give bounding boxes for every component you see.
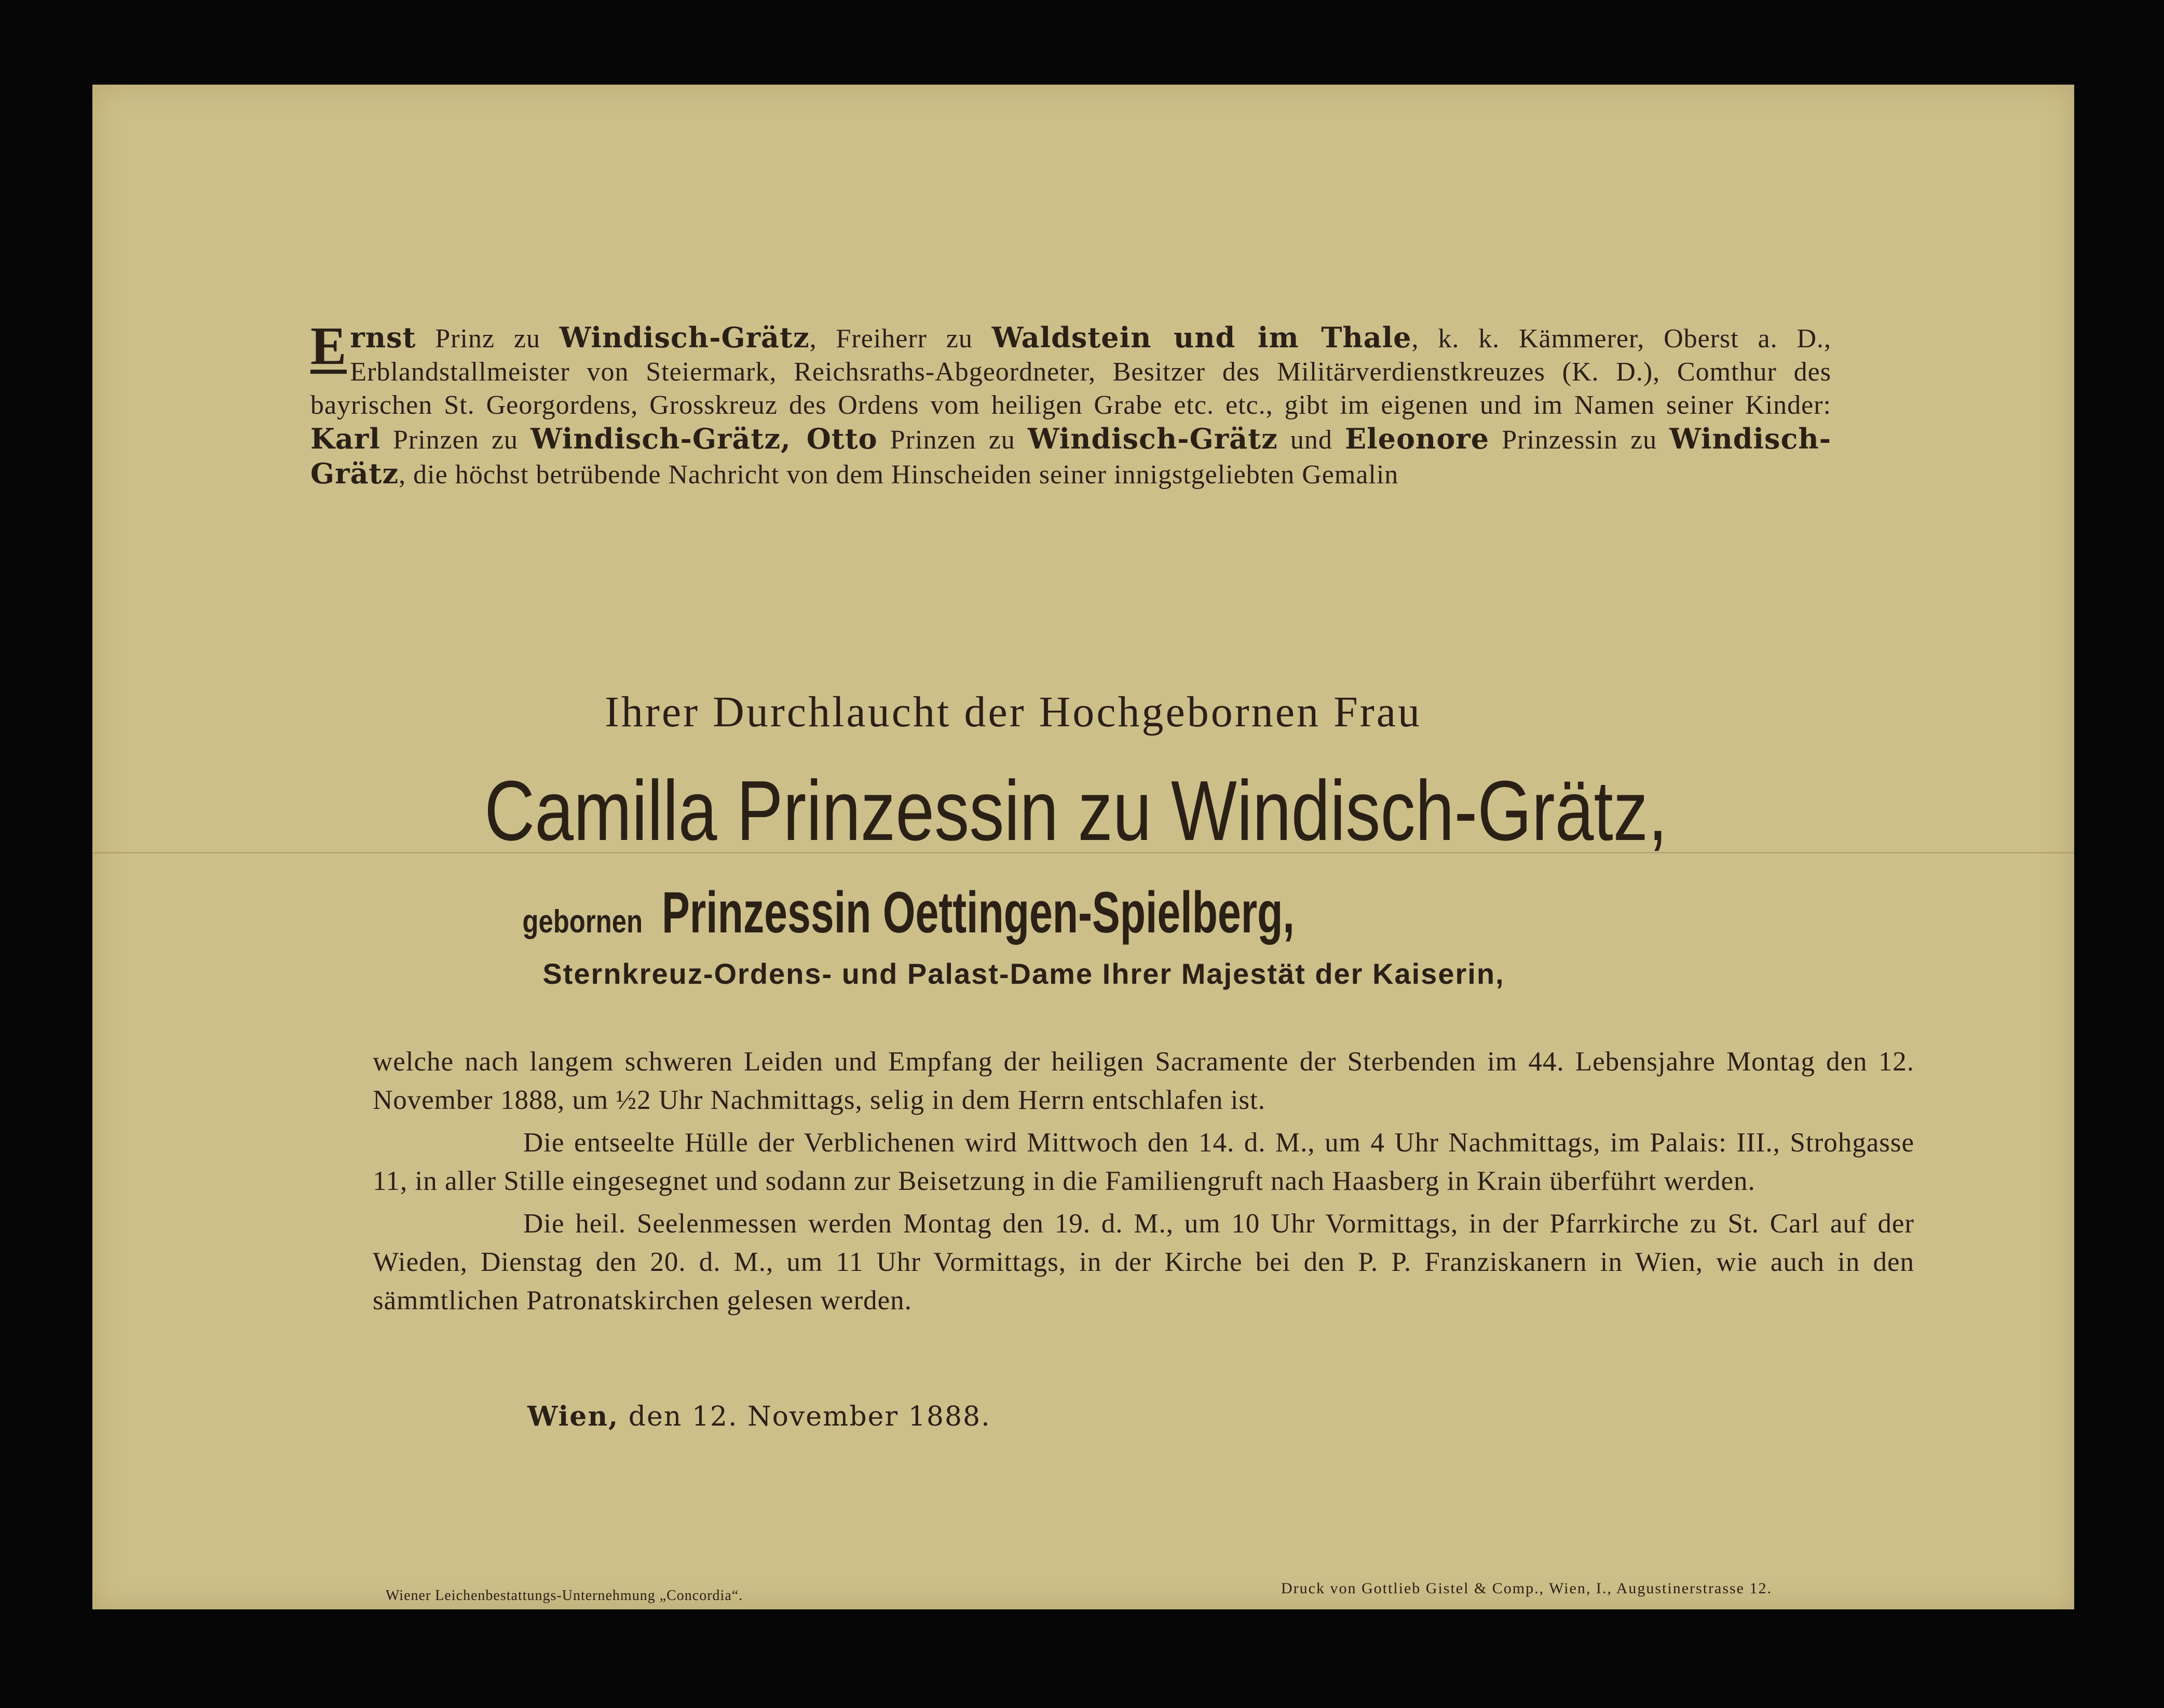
intro-text-run: und bbox=[1277, 425, 1345, 455]
drop-cap: E bbox=[310, 316, 347, 376]
footer-undertaker: Wiener Leichenbestattungs-Unternehmung „Concordia“. bbox=[386, 1588, 743, 1604]
paragraph-death: welche nach langem schweren Leiden und Empfang der heiligen Sacramente der Sterbenden im 44. Lebensjahre Montag den 12. November 1888, um ½2 Uhr Nachmittags, selig in dem Herrn entschlafen ist. bbox=[373, 1047, 1914, 1115]
born-name: Prinzessin Oettingen-Spielberg, bbox=[662, 880, 1295, 945]
intro-text-run: , k. k. Kämmerer, Oberst a. D., Erblandstallmeister von Steiermark, Reichsraths-Abgeordneter, Besitzer des Militärverdienstkreuzes (K. D.), Comthur des bayrischen St. Georgordens, Grosskreuz des Ordens vom heiligen Grabe etc. etc., gibt im eigenen und im Namen seiner Kinder: bbox=[310, 324, 1832, 420]
paragraph-masses: Die heil. Seelenmessen werden Montag den 19. d. M., um 10 Uhr Vormittags, in der Pfarrkirche zu St. Carl auf der Wieden, Dienstag den 20. d. M., um 11 Uhr Vormittags, in der Kirche bei den P. P. Franziskanern in Wien, wie auch in den sämmtlichen Patronatskirchen gelesen werden. bbox=[373, 1209, 1914, 1316]
intro-text bbox=[310, 316, 1832, 490]
death-notice-sheet bbox=[92, 85, 2074, 1609]
footer-printer: Druck von Gottlieb Gistel & Comp., Wien, I., Augustinerstrasse 12. bbox=[1281, 1580, 1772, 1597]
intro-text-run: Prinzen zu bbox=[877, 425, 1028, 455]
intro-bold-name: rnst bbox=[350, 321, 416, 354]
intro-bold-name: Windisch-Grätz bbox=[1027, 422, 1278, 455]
intro-text-run: Prinzessin zu bbox=[1489, 425, 1670, 455]
intro-bold-name: Windisch-Grätz, Otto bbox=[530, 422, 878, 455]
intro-bold-name: Waldstein und im Thale bbox=[991, 321, 1412, 354]
intro-bold-name: Windisch-Grätz bbox=[559, 321, 810, 354]
intro-text-run: Prinzen zu bbox=[380, 425, 531, 455]
paragraph-funeral: Die entseelte Hülle der Verblichenen wird Mittwoch den 14. d. M., um 4 Uhr Nachmittags, im Palais: III., Strohgasse 11, in aller Stille eingesegnet und sodann zur Beisetzung in die Familiengruft nach Haasberg in Krain überführt werden. bbox=[373, 1128, 1914, 1196]
heading-title: Sternkreuz-Ordens- und Palast-Dame Ihrer Majestät der Kaiserin, bbox=[542, 957, 1505, 990]
intro-bold-name: Windisch-Grätz bbox=[310, 422, 1831, 490]
heading-address: Ihrer Durchlaucht der Hochgebornen Frau bbox=[604, 688, 1422, 736]
date-text: den 12. November 1888. bbox=[619, 1401, 991, 1432]
intro-bold-name: Karl bbox=[310, 422, 380, 455]
heading-born-line bbox=[92, 879, 2074, 946]
intro-paragraph bbox=[310, 316, 1832, 492]
date-line bbox=[527, 1401, 991, 1432]
heading-deceased-name: Camilla Prinzessin zu Windisch-Grätz, bbox=[484, 763, 1668, 858]
intro-bold-name: Eleonore bbox=[1344, 422, 1490, 455]
intro-text-run: , Freiherr zu bbox=[809, 324, 992, 354]
notice-body bbox=[373, 1042, 1914, 1324]
intro-text-run: Prinz zu bbox=[416, 324, 560, 354]
date-place: Wien, bbox=[527, 1401, 619, 1432]
intro-text-run: , die höchst betrübende Nachricht von dem Hinscheiden seiner innigstgeliebten Gemalin bbox=[399, 460, 1399, 490]
born-prefix: gebornen bbox=[522, 904, 643, 940]
